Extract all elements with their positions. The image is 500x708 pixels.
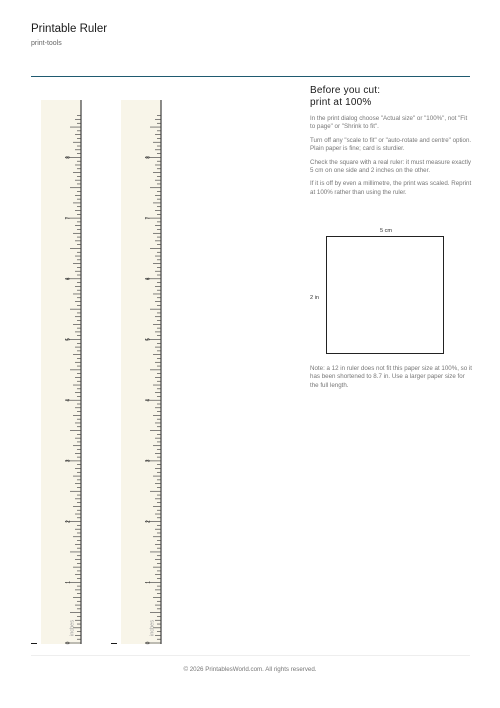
instruction-paragraph: If it is off by even a millimetre, the print was scaled. Reprint at 100% rather than using the ruler. bbox=[310, 180, 472, 196]
inch-label: 3 bbox=[145, 459, 152, 463]
unit-label: inches bbox=[69, 620, 76, 636]
inch-label: 3 bbox=[65, 459, 72, 463]
instructions-heading bbox=[310, 85, 472, 109]
inch-label: 0 bbox=[65, 641, 72, 645]
inch-label: 8 bbox=[145, 156, 152, 159]
ruler-paper bbox=[41, 100, 81, 644]
inch-label: 1 bbox=[65, 580, 72, 584]
instruction-paragraph: Turn off any "scale to fit" or "auto-rotate and centre" option. Plain paper is fine; card is sturdier. bbox=[310, 136, 472, 153]
ruler-paper bbox=[121, 100, 161, 644]
inch-label: 5 bbox=[65, 338, 72, 341]
instructions-heading-line2: print at 100% bbox=[310, 97, 372, 108]
inch-label: 8 bbox=[65, 156, 72, 159]
inch-label: 7 bbox=[65, 216, 72, 220]
unit-label: inches bbox=[149, 620, 156, 636]
calibration-square-block bbox=[310, 228, 472, 358]
calibration-square bbox=[326, 236, 444, 354]
instructions-panel bbox=[310, 85, 472, 202]
instructions-heading-line1: Before you cut: bbox=[310, 85, 381, 96]
instruction-paragraph: In the print dialog choose "Actual size" or "100%", not "Fit to page" or "Shrink to fit". bbox=[310, 115, 468, 131]
inch-label: 2 bbox=[145, 520, 152, 523]
inch-label: 1 bbox=[145, 580, 152, 584]
inch-label: 2 bbox=[65, 520, 72, 523]
inch-label: 4 bbox=[145, 398, 152, 402]
calibration-side-label: 2 in bbox=[310, 295, 320, 301]
footer-divider bbox=[31, 655, 470, 656]
inch-label: 6 bbox=[65, 277, 72, 281]
inch-label: 0 bbox=[145, 641, 152, 645]
footer-copyright: © 2026 PrintablesWorld.com. All rights reserved. bbox=[183, 666, 317, 673]
page-title: Printable Ruler bbox=[31, 23, 108, 35]
inch-label: 4 bbox=[65, 398, 72, 402]
inch-label: 6 bbox=[145, 277, 152, 281]
page-subtitle: print-tools bbox=[31, 40, 62, 47]
inch-label: 5 bbox=[145, 338, 152, 341]
instruction-paragraph: Check the square with a real ruler: it must measure exactly 5 cm on one side and 2 inches on the other. bbox=[310, 158, 471, 175]
calibration-top-label: 5 cm bbox=[379, 228, 393, 234]
length-note: Note: a 12 in ruler does not fit this paper size at 100%, so it has been shortened to 8.7 in. Use a larger paper size for the full length. bbox=[310, 365, 472, 389]
inch-label: 7 bbox=[145, 216, 152, 220]
